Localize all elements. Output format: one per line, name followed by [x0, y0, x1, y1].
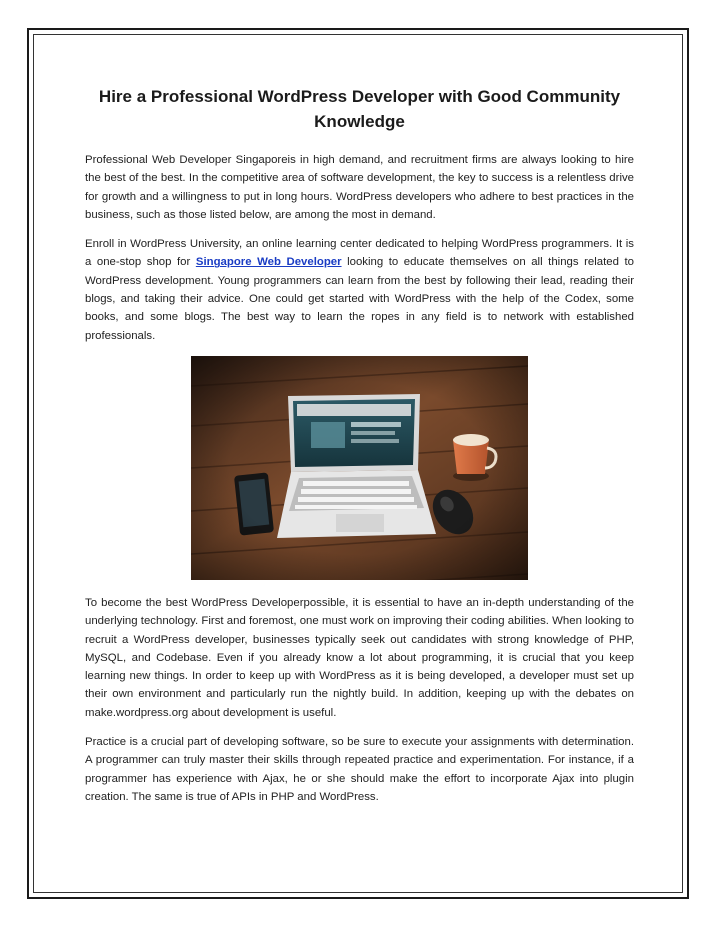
- singapore-web-developer-link[interactable]: Singapore Web Developer: [195, 256, 342, 269]
- paragraph-university-end: looking to educate themselves on all things related to WordPress development. Young programmers can learn from the best by following their lead, reading their blogs, and taking their advice. One could get started with WordPress with the help of the Codex, some books, and some blogs. The best way to learn the ropes in any field is to network with established professionals.: [85, 256, 634, 342]
- paragraph-university-start: Enroll in WordPress University, an online learning center dedicated to helping WordPress programmers. It is a one-stop shop for: [85, 238, 634, 269]
- article: [85, 84, 634, 817]
- paragraph-intro: Professional Web Developer Singaporeis in high demand, and recruitment firms are always looking to hire the best of the best. In the competitive area of software development, the key to success is a relentless drive for growth and a willingness to put in long hours. WordPress developers who adhere to best practices in the business, such as those listed below, are among the most in demand.: [85, 154, 634, 221]
- article-title: Hire a Professional WordPress Developer with Good Community Knowledge: [98, 87, 621, 131]
- paragraph-university: [85, 235, 634, 345]
- paragraph-practice: Practice is a crucial part of developing software, so be sure to execute your assignments with determination. A programmer can truly master their skills through repeated practice and experimentation. For instance, if a programmer has experience with Ajax, he or she should make the effort to incorporate Ajax into plugin creation. The same is true of APIs in PHP and WordPress.: [85, 736, 634, 803]
- paragraph-technology: To become the best WordPress Developerpossible, it is essential to have an in-depth understanding of the underlying technology. First and foremost, one must work on improving their coding abilities. When looking to recruit a WordPress developer, businesses typically seek out candidates with strong knowledge of PHP, MySQL, and Codebase. Even if you already know a lot about programming, it is crucial that you keep learning new things. In order to keep up with WordPress as it is being developed, a developer must set up their own environment and particularly run the nightly build. In addition, keeping up with the debates on make.wordpress.org about development is useful.: [85, 596, 634, 719]
- laptop-desk-photo: [191, 356, 528, 580]
